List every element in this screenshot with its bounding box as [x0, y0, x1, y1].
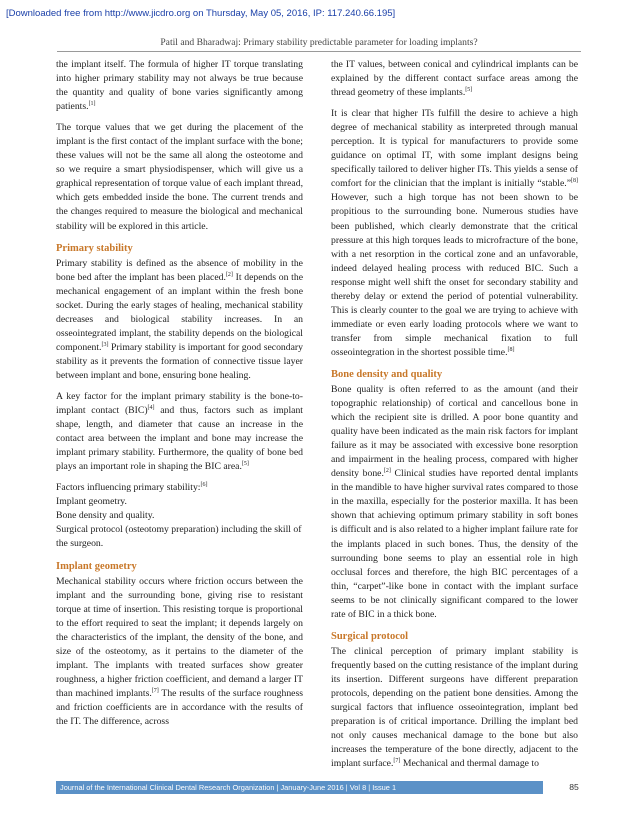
- factors-list: [56, 481, 303, 551]
- header-rule: [57, 51, 581, 52]
- citation: [5]: [241, 460, 249, 467]
- paragraph-text: Clinical studies have reported dental implants in the mandible to have higher survival rates compared to those in the maxilla, especially for the posterior maxilla. It has been shown that achieving optimum primary stability in soft bones is difficult and is also related to a higher implant failure rate for the implants placed in such bones. Thus, the density of the surrounding bone seems to play an essential role in high occlusal forces and therefore, the high BIC percentages of a thin, “carpet”-like bone in contact with the implant surface seems to be not clinically significant compared to the lower rate of BIC in a thick bone.: [331, 468, 578, 620]
- paragraph-text: Bone quality is often referred to as the amount (and their topographic relationship) of cortical and cancellous bone in which the recipient site is drilled. A poor bone quantity and quality have been indicated as the main risk factors for implant failure as it may be associated with excessive bone resorption and impairment in the healing process, compared with higher density bone.: [331, 383, 578, 480]
- citation: [7]: [151, 687, 159, 694]
- download-banner: [Downloaded free from http://www.jicdro.org on Thursday, May 05, 2016, IP: 117.240.66.195]: [6, 8, 396, 19]
- paragraph-text: and thus, factors such as implant shape, length, and diameter that cause an increase in the contact area between the implant and bone may increase the implant primary stability. Furthermore, the quality of bone bed plays an important role in shaping the BIC area.: [56, 405, 303, 473]
- list-item: Bone density and quality.: [56, 510, 155, 522]
- citation: [7]: [393, 757, 401, 764]
- citation: [5]: [465, 86, 473, 93]
- page-number: 85: [569, 782, 579, 792]
- running-head: Patil and Bharadwaj: Primary stability predictable parameter for loading implants?: [160, 37, 478, 48]
- paragraph: [331, 107, 578, 360]
- paragraph-text: However, such a high torque has not been shown to be propitious to the surrounding bone. Numerous studies have been published, which clearly demonstrate that the critical pressure at this high torques leads to microfracture of the bone, with a net resorption in the cortical zone and an unfavorable, indeed delayed healing process with reduced BIC. Such a response might well shift the onset for secondary stability and thereby delay or extend the period of potential vulnerability. This is clearly counter to the goal we are trying to achieve with immediate or even early loading protocols where we want to transfer from simple mechanical fixation to full osseointegration in the shortest possible time.: [331, 192, 578, 358]
- paragraph-text: the implant itself. The formula of higher IT torque translating into higher primary stability may not always be true because the quantity and quality of bone varies significantly among patients.: [56, 59, 303, 113]
- paragraph: [56, 390, 303, 474]
- paragraph-text: The torque values that we get during the placement of the implant is the first contact of the implant surface with the bone; these values will not be the same all along the osteotome and so we require a smart physiodispenser, which will give us a graphical representation of torque value of each implant thread, which gets embedded inside the bone. The current trends and the changes required to measure the biological and mechanical stability will be explored in this article.: [56, 122, 303, 232]
- paragraph: [56, 121, 303, 233]
- paragraph-text: The clinical perception of primary implant stability is frequently based on the cutting resistance of the implant during its insertion. Different surgeons have different preparation protocols, depending on the patient bone densities. Among the surgical factors that influence osseointegration, implant bed preparation is of critical importance. Drilling the implant bed not only causes mechanical damage to the bone but also increases the temperature of the bone directly, adjacent to the implant surface.: [331, 645, 578, 770]
- paragraph-text: Primary stability is important for good secondary stability as it prevents the formation of connective tissue layer between implant and bone, ensuring bone healing.: [56, 341, 303, 381]
- list-item: Surgical protocol (osteotomy preparation) including the skill of the surgeon.: [56, 524, 302, 550]
- section-heading-surgical-protocol: Surgical protocol: [331, 630, 409, 642]
- paragraph: [56, 58, 303, 114]
- paragraph-text: Mechanical stability occurs where friction occurs between the implant and the surrounding bone, giving rise to resistant torque at time of insertion. This resisting torque is proportional to the effort required to seat the implant; it depends largely on the characteristics of the implant, the density of the bone, and size of the osteotomy, as it pertains to the diameter of the implant. The implants with treated surfaces show greater roughness, a higher friction coefficient, and demand a larger IT than machined implants.: [56, 575, 303, 699]
- journal-footer: Journal of the International Clinical Dental Research Organization | January-June 2016 | Vol 8 | Issue 1: [56, 781, 543, 794]
- citation: [3]: [101, 341, 109, 348]
- section-heading-primary-stability: Primary stability: [56, 242, 133, 254]
- paragraph: [331, 383, 578, 622]
- citation: [2]: [225, 271, 233, 278]
- paragraph-text: Mechanical and thermal damage to: [400, 758, 539, 770]
- paragraph-text: the IT values, between conical and cylindrical implants can be explained by the different contact surface areas among the thread geometry of these implants.: [331, 59, 578, 99]
- citation: [6]: [200, 482, 208, 489]
- factors-intro: Factors influencing primary stability:: [56, 482, 201, 494]
- paragraph-text: A key factor for the implant primary stability is the bone-to-implant contact (BIC): [56, 390, 303, 417]
- paragraph-text: It is clear that higher ITs fulfill the desire to achieve a high degree of mechanical stability as interpreted through manual perception. It is typical for manufacturers to provide some guidance on optimal IT, with some implant designs being specifically tailored to deliver higher ITs. This yields a sense of comfort for the clinician that the implant is initially “stable.”: [331, 108, 578, 190]
- paragraph-text: Primary stability is defined as the absence of mobility in the bone bed after the implant has been placed.: [56, 257, 303, 283]
- section-heading-implant-geometry: Implant geometry: [56, 560, 137, 572]
- paragraph-text: It depends on the mechanical engagement of an implant within the fresh bone socket. During the early stages of healing, mechanical stability decreases and biological stability increases. In an osseointegrated implant, the stability depends on the biological component.: [56, 271, 303, 353]
- paragraph: [331, 58, 578, 100]
- citation: [2]: [383, 468, 391, 475]
- right-column: [331, 58, 578, 778]
- citation: [4]: [147, 404, 155, 411]
- citation: [8]: [507, 346, 515, 353]
- section-heading-bone-density: Bone density and quality: [331, 368, 443, 380]
- paragraph: [56, 575, 303, 730]
- citation: [1]: [88, 100, 96, 107]
- left-column: [56, 58, 303, 736]
- paragraph-text: The results of the surface roughness and friction coefficients are in accordance with the results of the IT. The difference, across: [56, 687, 303, 727]
- list-item: Implant geometry.: [56, 496, 127, 508]
- paragraph: [331, 645, 578, 771]
- citation: [8]: [571, 178, 578, 185]
- paragraph: [56, 257, 303, 383]
